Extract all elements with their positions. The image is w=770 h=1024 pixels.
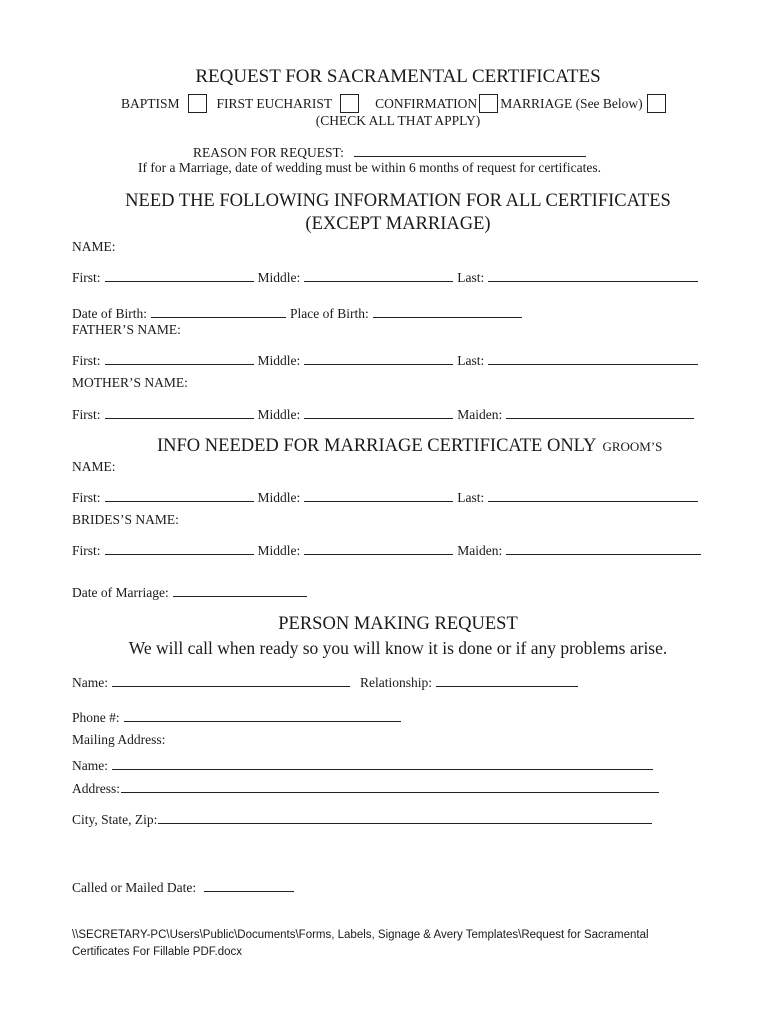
middle-label: Middle: xyxy=(257,353,301,368)
mail-name-label: Name: xyxy=(72,758,108,773)
middle-name-field[interactable] xyxy=(304,268,453,282)
check-all-note: (CHECK ALL THAT APPLY) xyxy=(315,113,481,128)
groom-last-field[interactable] xyxy=(488,488,698,502)
bride-middle-field[interactable] xyxy=(304,541,453,555)
requester-name-row xyxy=(72,673,582,691)
baptism-checkbox[interactable] xyxy=(188,94,207,113)
marriage-header-text: INFO NEEDED FOR MARRIAGE CERTIFICATE ONLY xyxy=(157,436,596,456)
first-label: First: xyxy=(72,353,101,368)
birth-row xyxy=(72,304,526,322)
dob-field[interactable] xyxy=(151,304,286,318)
address-label: Address: xyxy=(72,781,120,796)
maiden-label: Maiden: xyxy=(457,543,503,558)
phone-label: Phone #: xyxy=(72,710,120,725)
bride-maiden-field[interactable] xyxy=(506,541,701,555)
mail-name-field[interactable] xyxy=(112,756,653,770)
father-middle-field[interactable] xyxy=(304,351,453,365)
first-eucharist-label: FIRST EUCHARIST xyxy=(216,96,333,111)
bride-heading: BRIDES’S NAME: xyxy=(72,512,179,527)
date-marriage-label: Date of Marriage: xyxy=(72,585,169,600)
last-label: Last: xyxy=(457,353,485,368)
marriage-date-row xyxy=(72,583,311,601)
pob-label: Place of Birth: xyxy=(289,306,369,321)
reason-field[interactable] xyxy=(354,143,586,157)
groom-row xyxy=(72,488,702,506)
groom-first-field[interactable] xyxy=(105,488,254,502)
middle-label: Middle: xyxy=(257,543,301,558)
last-label: Last: xyxy=(457,270,485,285)
pob-field[interactable] xyxy=(373,304,522,318)
reason-label: REASON FOR REQUEST: xyxy=(193,145,344,160)
father-first-field[interactable] xyxy=(105,351,254,365)
groom-middle-field[interactable] xyxy=(304,488,453,502)
footer-path-line1: \\SECRETARY-PC\Users\Public\Documents\Forms, Labels, Signage & Avery Templates\Request for Sacramental xyxy=(72,929,649,941)
baptism-label: BAPTISM xyxy=(121,96,180,111)
request-header: PERSON MAKING REQUEST xyxy=(278,614,518,634)
all-certificates-subheader: (EXCEPT MARRIAGE) xyxy=(305,214,491,234)
date-marriage-field[interactable] xyxy=(173,583,307,597)
last-label: Last: xyxy=(457,490,485,505)
called-mailed-row xyxy=(72,878,298,896)
sacrament-row xyxy=(121,94,676,113)
called-mailed-label: Called or Mailed Date: xyxy=(72,880,197,895)
city-label: City, State, Zip: xyxy=(72,812,158,827)
middle-label: Middle: xyxy=(257,270,301,285)
address-field[interactable] xyxy=(121,779,659,793)
mailing-heading: Mailing Address: xyxy=(72,732,166,747)
reason-note: If for a Marriage, date of wedding must be within 6 months of request for certificates. xyxy=(138,160,601,175)
mother-heading: MOTHER’S NAME: xyxy=(72,375,188,390)
city-row xyxy=(72,810,656,828)
first-eucharist-checkbox[interactable] xyxy=(340,94,359,113)
maiden-label: Maiden: xyxy=(457,407,503,422)
groom-name-heading: NAME: xyxy=(72,459,116,474)
mother-first-field[interactable] xyxy=(105,405,254,419)
marriage-section-header xyxy=(157,436,662,457)
father-last-field[interactable] xyxy=(488,351,698,365)
grooms-label: GROOM’S xyxy=(602,439,663,454)
dob-label: Date of Birth: xyxy=(72,306,147,321)
marriage-checkbox[interactable] xyxy=(647,94,666,113)
phone-field[interactable] xyxy=(124,708,401,722)
mother-middle-field[interactable] xyxy=(304,405,453,419)
marriage-label: MARRIAGE (See Below) xyxy=(500,96,643,111)
first-label: First: xyxy=(72,407,101,422)
city-field[interactable] xyxy=(158,810,652,824)
relationship-field[interactable] xyxy=(436,673,578,687)
name-heading: NAME: xyxy=(72,239,116,254)
first-label: First: xyxy=(72,490,101,505)
reason-row xyxy=(193,143,590,161)
middle-label: Middle: xyxy=(257,407,301,422)
last-name-field[interactable] xyxy=(488,268,698,282)
confirmation-checkbox[interactable] xyxy=(479,94,498,113)
mother-maiden-field[interactable] xyxy=(506,405,694,419)
middle-label: Middle: xyxy=(257,490,301,505)
footer-path xyxy=(72,927,649,961)
request-subheader: We will call when ready so you will know it is done or if any problems arise. xyxy=(128,638,668,658)
name-row xyxy=(72,268,702,286)
relationship-label: Relationship: xyxy=(360,675,432,690)
page-title: REQUEST FOR SACRAMENTAL CERTIFICATES xyxy=(195,66,601,87)
father-heading: FATHER’S NAME: xyxy=(72,322,181,337)
confirmation-label: CONFIRMATION xyxy=(375,96,478,111)
first-name-field[interactable] xyxy=(105,268,254,282)
footer-path-line2: Certificates For Fillable PDF.docx xyxy=(72,946,242,958)
requester-name-field[interactable] xyxy=(112,673,350,687)
mail-name-row xyxy=(72,756,657,774)
first-label: First: xyxy=(72,270,101,285)
first-label: First: xyxy=(72,543,101,558)
phone-row xyxy=(72,708,405,726)
all-certificates-header: NEED THE FOLLOWING INFORMATION FOR ALL CERTIFICATES xyxy=(125,191,671,211)
called-mailed-field[interactable] xyxy=(204,878,294,892)
father-row xyxy=(72,351,702,369)
requester-name-label: Name: xyxy=(72,675,108,690)
bride-row xyxy=(72,541,705,559)
mother-row xyxy=(72,405,698,423)
address-row xyxy=(72,779,663,797)
bride-first-field[interactable] xyxy=(105,541,254,555)
